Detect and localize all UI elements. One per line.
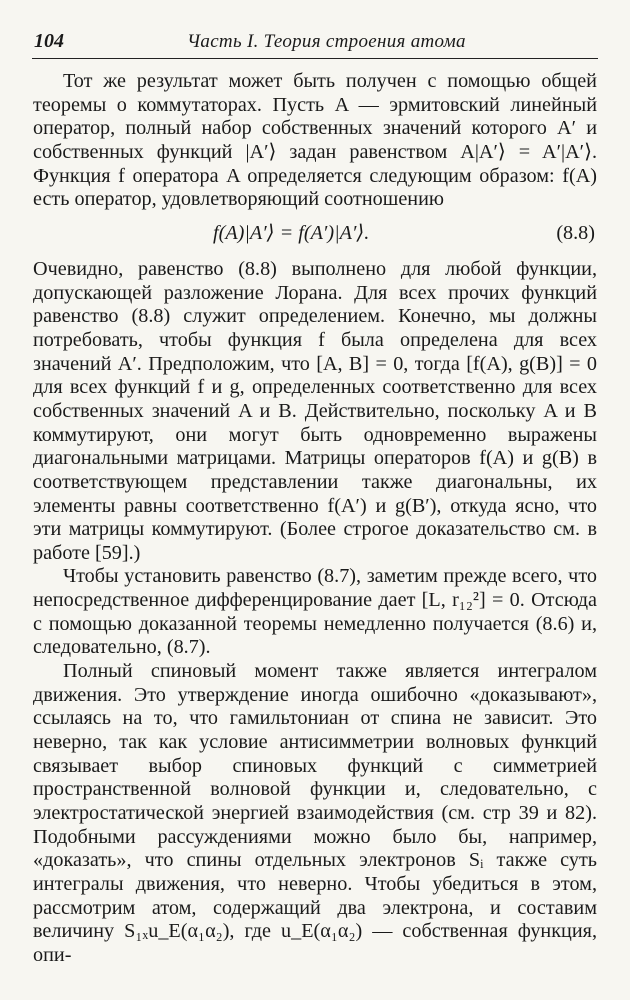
paragraph-proof-8-7: Чтобы установить равенство (8.7), заметим прежде всего, что непосредственное дифференцирование дает [L, r₁₂²] = 0. Отсюда с помощью доказанной теоремы немедленно получается (8.6) и, следовательно, (8.7). <box>33 565 597 659</box>
paragraph-laurent-expansion: Очевидно, равенство (8.8) выполнено для любой функции, допускающей разложение Лорана. Для всех прочих функций равенство (8.8) служит определением. Конечно, мы должны потребовать, чтобы функция f была определена для всех значений A′. Предположим, что [A, B] = 0, тогда [f(A), g(B)] = 0 для всех функций f и g, определенных соответственно для всех собственных значений A и B. Действительно, поскольку A и B коммутируют, они могут быть одновременно выражены диагональными матрицами. Матрицы операторов f(A) и g(B) в соответствующем представлении также диагональны, их элементы равны соответственно f(A′) и g(B′), откуда ясно, что эти матрицы коммутируют. (Более строгое доказательство см. в работе [59].) <box>33 257 597 564</box>
equation-number: (8.8) <box>556 221 595 244</box>
running-head: Часть I. Теория строения атома <box>187 31 466 52</box>
paragraph-commutator-theorem: Тот же результат может быть получен с помощью общей теоремы о коммутаторах. Пусть A — эрмитовский линейный оператор, полный набор собственных значений которого A′ и собственных функций |A′⟩ задан равенством A|A′⟩ = A′|A′⟩. Функция f оператора A определяется следующим образом: f(A) есть оператор, удовлетворяющий соотношению <box>33 70 597 211</box>
paragraph-total-spin: Полный спиновый момент также является интегралом движения. Это утверждение иногда ошибочно «доказывают», ссылаясь на то, что гамильтониан от спина не зависит. Это неверно, так как условие антисимметрии волновых функций связывает выбор спиновых функций с симметрией пространственной волновой функции и, следовательно, с электростатической энергией взаимодействия (см. стр 39 и 82). Подобными рассуждениями можно было бы, например, «доказать», что спины отдельных электронов Sᵢ также суть интегралы движения, что неверно. Чтобы убедиться в этом, рассмотрим атом, содержащий два электрона, и составим величину S₁ₓu_E(α₁α₂), где u_E(α₁α₂) — собственная функция, опи- <box>33 660 597 966</box>
equation-row <box>33 212 597 258</box>
main-text <box>33 70 597 968</box>
equation: f(A)|A′⟩ = f(A′)|A′⟩. <box>213 221 370 244</box>
page-header <box>32 28 598 59</box>
page-number: 104 <box>34 30 64 52</box>
